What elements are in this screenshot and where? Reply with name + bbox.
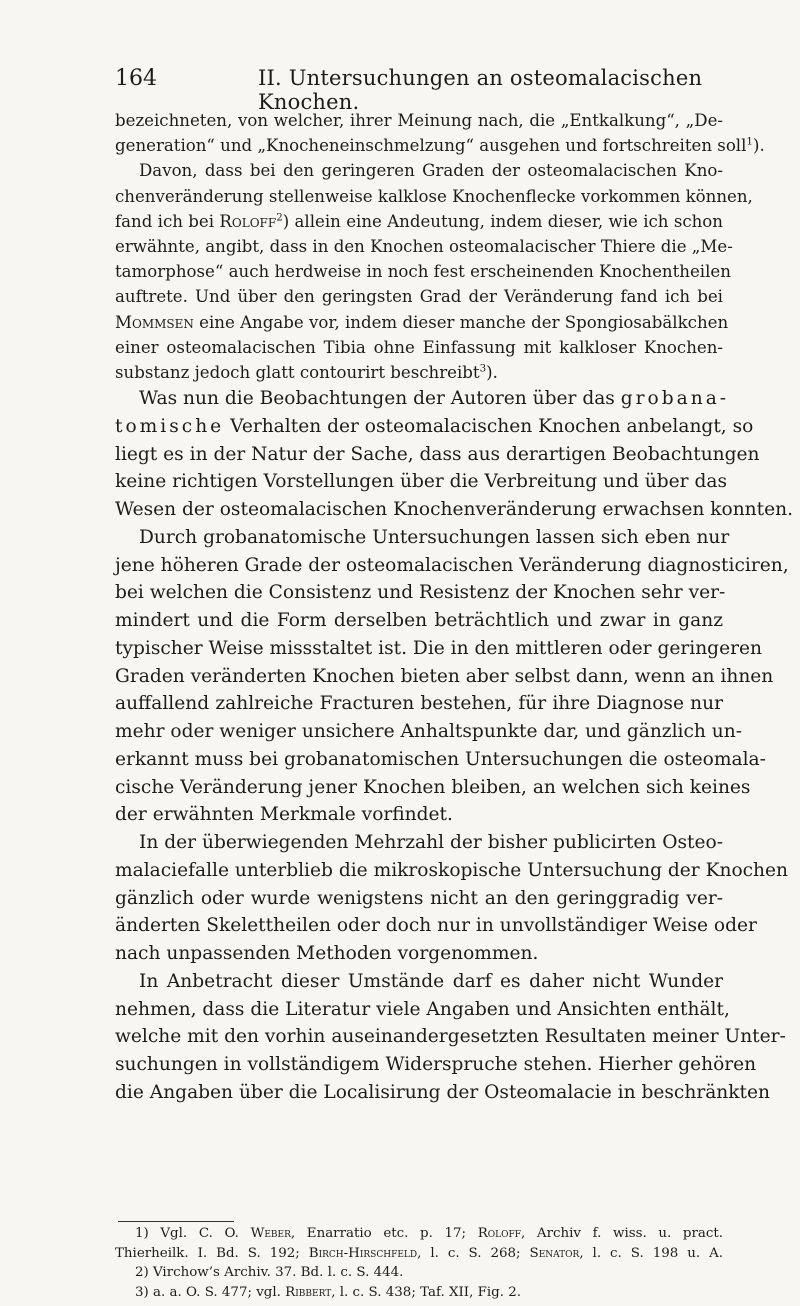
footnote-line: 1) Vgl. C. O. Weber, Enarratio etc. p. 17; Roloff, Archiv f. wiss. u. pract. <box>135 1226 724 1241</box>
text-line: nehmen, dass die Literatur viele Angaben und Ansichten enthält, <box>115 998 730 1020</box>
text-line: auffallend zahlreiche Fracturen bestehen, für ihre Diagnose nur <box>115 693 723 715</box>
text-line: fand ich bei Roloff$^2$) allein eine Andeutung, indem dieser, wie ich schon <box>115 211 723 231</box>
text-line: der erwähnten Merkmale vorfindet. <box>115 804 453 826</box>
author-name: Weber <box>250 1226 291 1241</box>
footnotes <box>115 1224 723 1302</box>
footnote-line: 2) Virchow’s Archiv. 37. Bd. l. c. S. 444. <box>135 1265 404 1280</box>
text-line: In Anbetracht dieser Umstände darf es daher nicht Wunder <box>139 970 723 992</box>
page-header <box>115 66 715 114</box>
text-line: auftrete. Und über den geringsten Grad der Veränderung fand ich bei <box>115 287 723 307</box>
text-line: mehr oder weniger unsichere Anhaltspunkte dar, und gänzlich un- <box>115 721 743 743</box>
text-line: tamorphose“ auch herdweise in noch fest erscheinenden Knochentheilen <box>115 262 731 282</box>
body-text <box>115 108 793 1107</box>
footnote-divider <box>118 1221 234 1222</box>
text-line: erwähnte, angibt, dass in den Knochen osteomalacischer Thiere die „Me- <box>115 236 733 256</box>
paragraph-main <box>115 385 793 1107</box>
text-line: einer osteomalacischen Tibia ohne Einfassung mit kalkloser Knochen- <box>115 337 723 357</box>
text-line: generation“ und „Knocheneinschmelzung“ ausgehen und fortschreiten soll$^1$). <box>115 135 765 156</box>
text-line: welche mit den vorhin auseinandergesetzten Resultaten meiner Unter- <box>115 1026 786 1048</box>
author-name: Roloff <box>477 1226 522 1241</box>
footnote-ref: 1 <box>746 135 753 148</box>
footnote-line: 3) a. a. O. S. 477; vgl. Ribbert, l. c. S. 438; Taf. XII, Fig. 2. <box>135 1284 522 1300</box>
text-line: Wesen der osteomalacischen Knochenveränderung erwachsen konnten. <box>115 499 793 521</box>
author-name: Birch-Hirschfeld <box>308 1245 418 1261</box>
text-line: keine richtigen Vorstellungen über die Verbreitung und über das <box>115 471 728 493</box>
text-line: In der überwiegenden Mehrzahl der bisher publicirten Osteo- <box>139 832 723 854</box>
text-line: liegt es in der Natur der Sache, dass aus derartigen Beobachtungen <box>115 443 760 465</box>
text-line: mindert und die Form derselben beträchtlich und zwar in ganz <box>115 610 723 632</box>
text-line: änderten Skelettheilen oder doch nur in unvollständiger Weise oder <box>115 915 757 937</box>
author-name: Ribbert <box>285 1284 332 1300</box>
text-line: chenveränderung stellenweise kalklose Knochenflecke vorkommen können, <box>115 186 753 206</box>
text-line: cische Veränderung jener Knochen bleiben, an welchen sich keines <box>115 776 751 798</box>
text-line: bei welchen die Consistenz und Resistenz der Knochen sehr ver- <box>115 582 726 604</box>
text-line: erkannt muss bei grobanatomischen Untersuchungen die osteomala- <box>115 748 766 770</box>
text-line: suchungen in vollständigem Widerspruche stehen. Hierher gehören <box>115 1054 757 1076</box>
author-name: Senator <box>529 1245 580 1261</box>
running-head: II. Untersuchungen an osteomalacischen Knochen. <box>258 66 703 114</box>
text-line: Durch grobanatomische Untersuchungen lassen sich eben nur <box>139 526 730 548</box>
paragraph-small-print <box>115 108 765 385</box>
author-name: Roloff <box>219 211 277 231</box>
text-line: nach unpassenden Methoden vorgenommen. <box>115 943 539 965</box>
text-line: jene höheren Grade der osteomalacischen Veränderung diagnosticiren, <box>115 554 789 576</box>
page-number: 164 <box>115 66 157 91</box>
text-line: tomische Verhalten der osteomalacischen Knochen anbelangt, so <box>115 415 754 437</box>
text-line: Was nun die Beobachtungen der Autoren über das grobana- <box>139 388 730 410</box>
emphasis-spaced: grobana- <box>620 388 730 410</box>
text-line: Mommsen eine Angabe vor, indem dieser manche der Spongiosabälkchen <box>115 312 729 332</box>
author-name: Mommsen <box>115 312 194 332</box>
footnote-line: Thierheilk. I. Bd. S. 192; Birch-Hirschfeld, l. c. S. 268; Senator, l. c. S. 198 u. A. <box>115 1245 723 1261</box>
text-line: malaciefalle unterblieb die mikroskopische Untersuchung der Knochen <box>115 859 789 881</box>
emphasis-spaced: tomische <box>115 415 225 437</box>
text-line: substanz jedoch glatt contourirt beschreibt$^3$). <box>115 362 498 382</box>
text-line: Graden veränderten Knochen bieten aber selbst dann, wenn an ihnen <box>115 665 774 687</box>
footnote-ref: 2 <box>276 211 283 224</box>
text-line: gänzlich oder wurde wenigstens nicht an den geringgradig ver- <box>115 887 723 909</box>
text-line: typischer Weise missstaltet ist. Die in den mittleren oder geringeren <box>115 637 762 659</box>
text-line: Davon, dass bei den geringeren Graden der osteomalacischen Kno- <box>139 161 723 181</box>
text-line: die Angaben über die Localisirung der Osteomalacie in beschränkten <box>115 1081 770 1103</box>
text-line: bezeichneten, von welcher, ihrer Meinung nach, die „Entkalkung“, „De- <box>115 111 723 130</box>
footnote-ref: 3 <box>479 362 487 375</box>
